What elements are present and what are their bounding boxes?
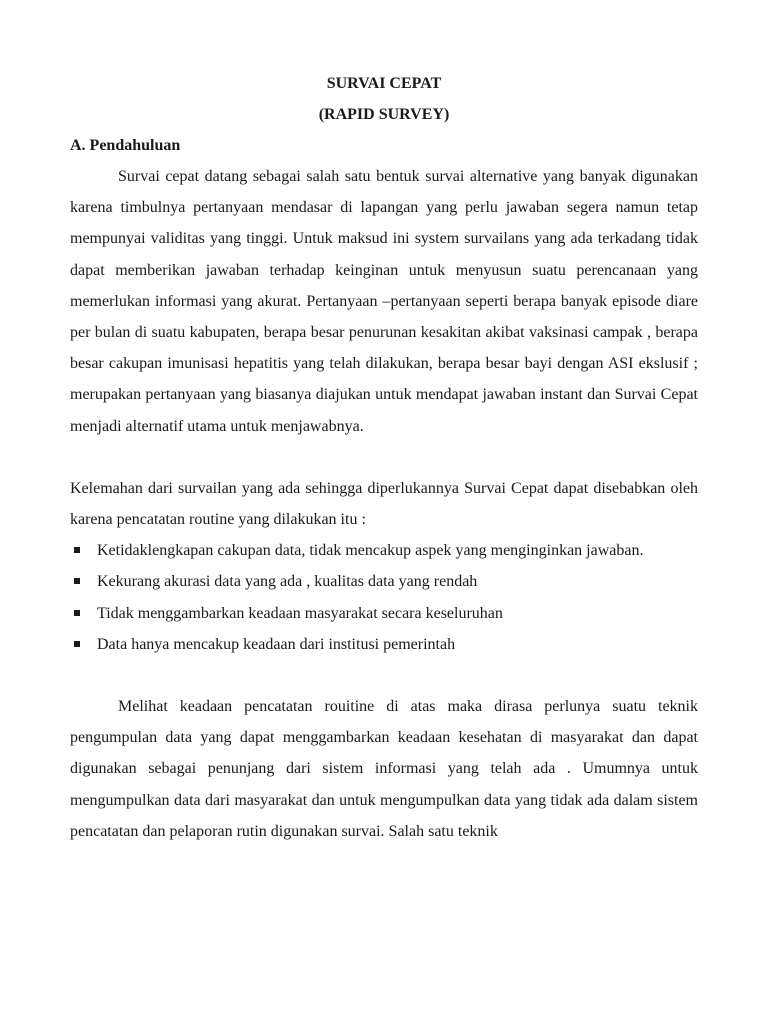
list-item-text: Data hanya mencakup keadaan dari institusi pemerintah bbox=[97, 635, 456, 653]
list-item-text: Tidak menggambarkan keadaan masyarakat secara keseluruhan bbox=[97, 604, 503, 622]
section-heading: A. Pendahuluan bbox=[70, 137, 181, 154]
list-item bbox=[70, 629, 698, 660]
list-item-text: Kekurang akurasi data yang ada , kualitas data yang rendah bbox=[97, 573, 478, 591]
paragraph-spacer bbox=[70, 660, 698, 691]
document-subtitle: (RAPID SURVEY) bbox=[318, 106, 450, 123]
bullet-square-icon bbox=[74, 547, 80, 553]
paragraph-spacer bbox=[70, 442, 698, 473]
list-item bbox=[70, 598, 698, 629]
paragraph-weaknesses: Kelemahan dari survailan yang ada sehingga diperlukannya Survai Cepat dapat disebabkan oleh karena pencatatan routine yang dilakukan itu : bbox=[70, 479, 698, 529]
list-item bbox=[70, 535, 698, 566]
document-title: SURVAI CEPAT bbox=[326, 75, 442, 92]
paragraph-conclusion: Melihat keadaan pencatatan rouitine di atas maka dirasa perlunya suatu teknik pengumpulan data yang dapat menggambarkan keadaan kesehatan di masyarakat dan dapat digunakan sebagai penunjang dari sistem informasi yang telah ada . Umumnya untuk mengumpulkan data dari masyarakat dan untuk mengumpulkan data yang tidak ada dalam sistem pencatatan dan pelaporan rutin digunakan survai. Salah satu teknik bbox=[70, 698, 698, 840]
paragraph-introduction: Survai cepat datang sebagai salah satu bentuk survai alternative yang banyak digunakan karena timbulnya pertanyaan mendasar di lapangan yang perlu jawaban segera namun tetap mempunyai validitas yang tinggi. Untuk maksud ini system survailans yang ada terkadang tidak dapat memberikan jawaban terhadap keinginan untuk menyusun suatu perencanaan yang memerlukan informasi yang akurat. Pertanyaan –pertanyaan seperti berapa banyak episode diare per bulan di suatu kabupaten, berapa besar penurunan kesakitan akibat vaksinasi campak , berapa besar cakupan imunisasi hepatitis yang telah dilakukan, berapa besar bayi dengan ASI ekslusif ; merupakan pertanyaan yang biasanya diajukan untuk mendapat jawaban instant dan Survai Cepat menjadi alternatif utama untuk menjawabnya. bbox=[70, 168, 698, 435]
bullet-square-icon bbox=[74, 641, 80, 647]
list-item bbox=[70, 566, 698, 597]
bullet-square-icon bbox=[74, 610, 80, 616]
list-item-text: Ketidaklengkapan cakupan data, tidak mencakup aspek yang menginginkan jawaban. bbox=[97, 542, 644, 560]
bullet-square-icon bbox=[74, 578, 80, 584]
weakness-list bbox=[70, 535, 698, 660]
